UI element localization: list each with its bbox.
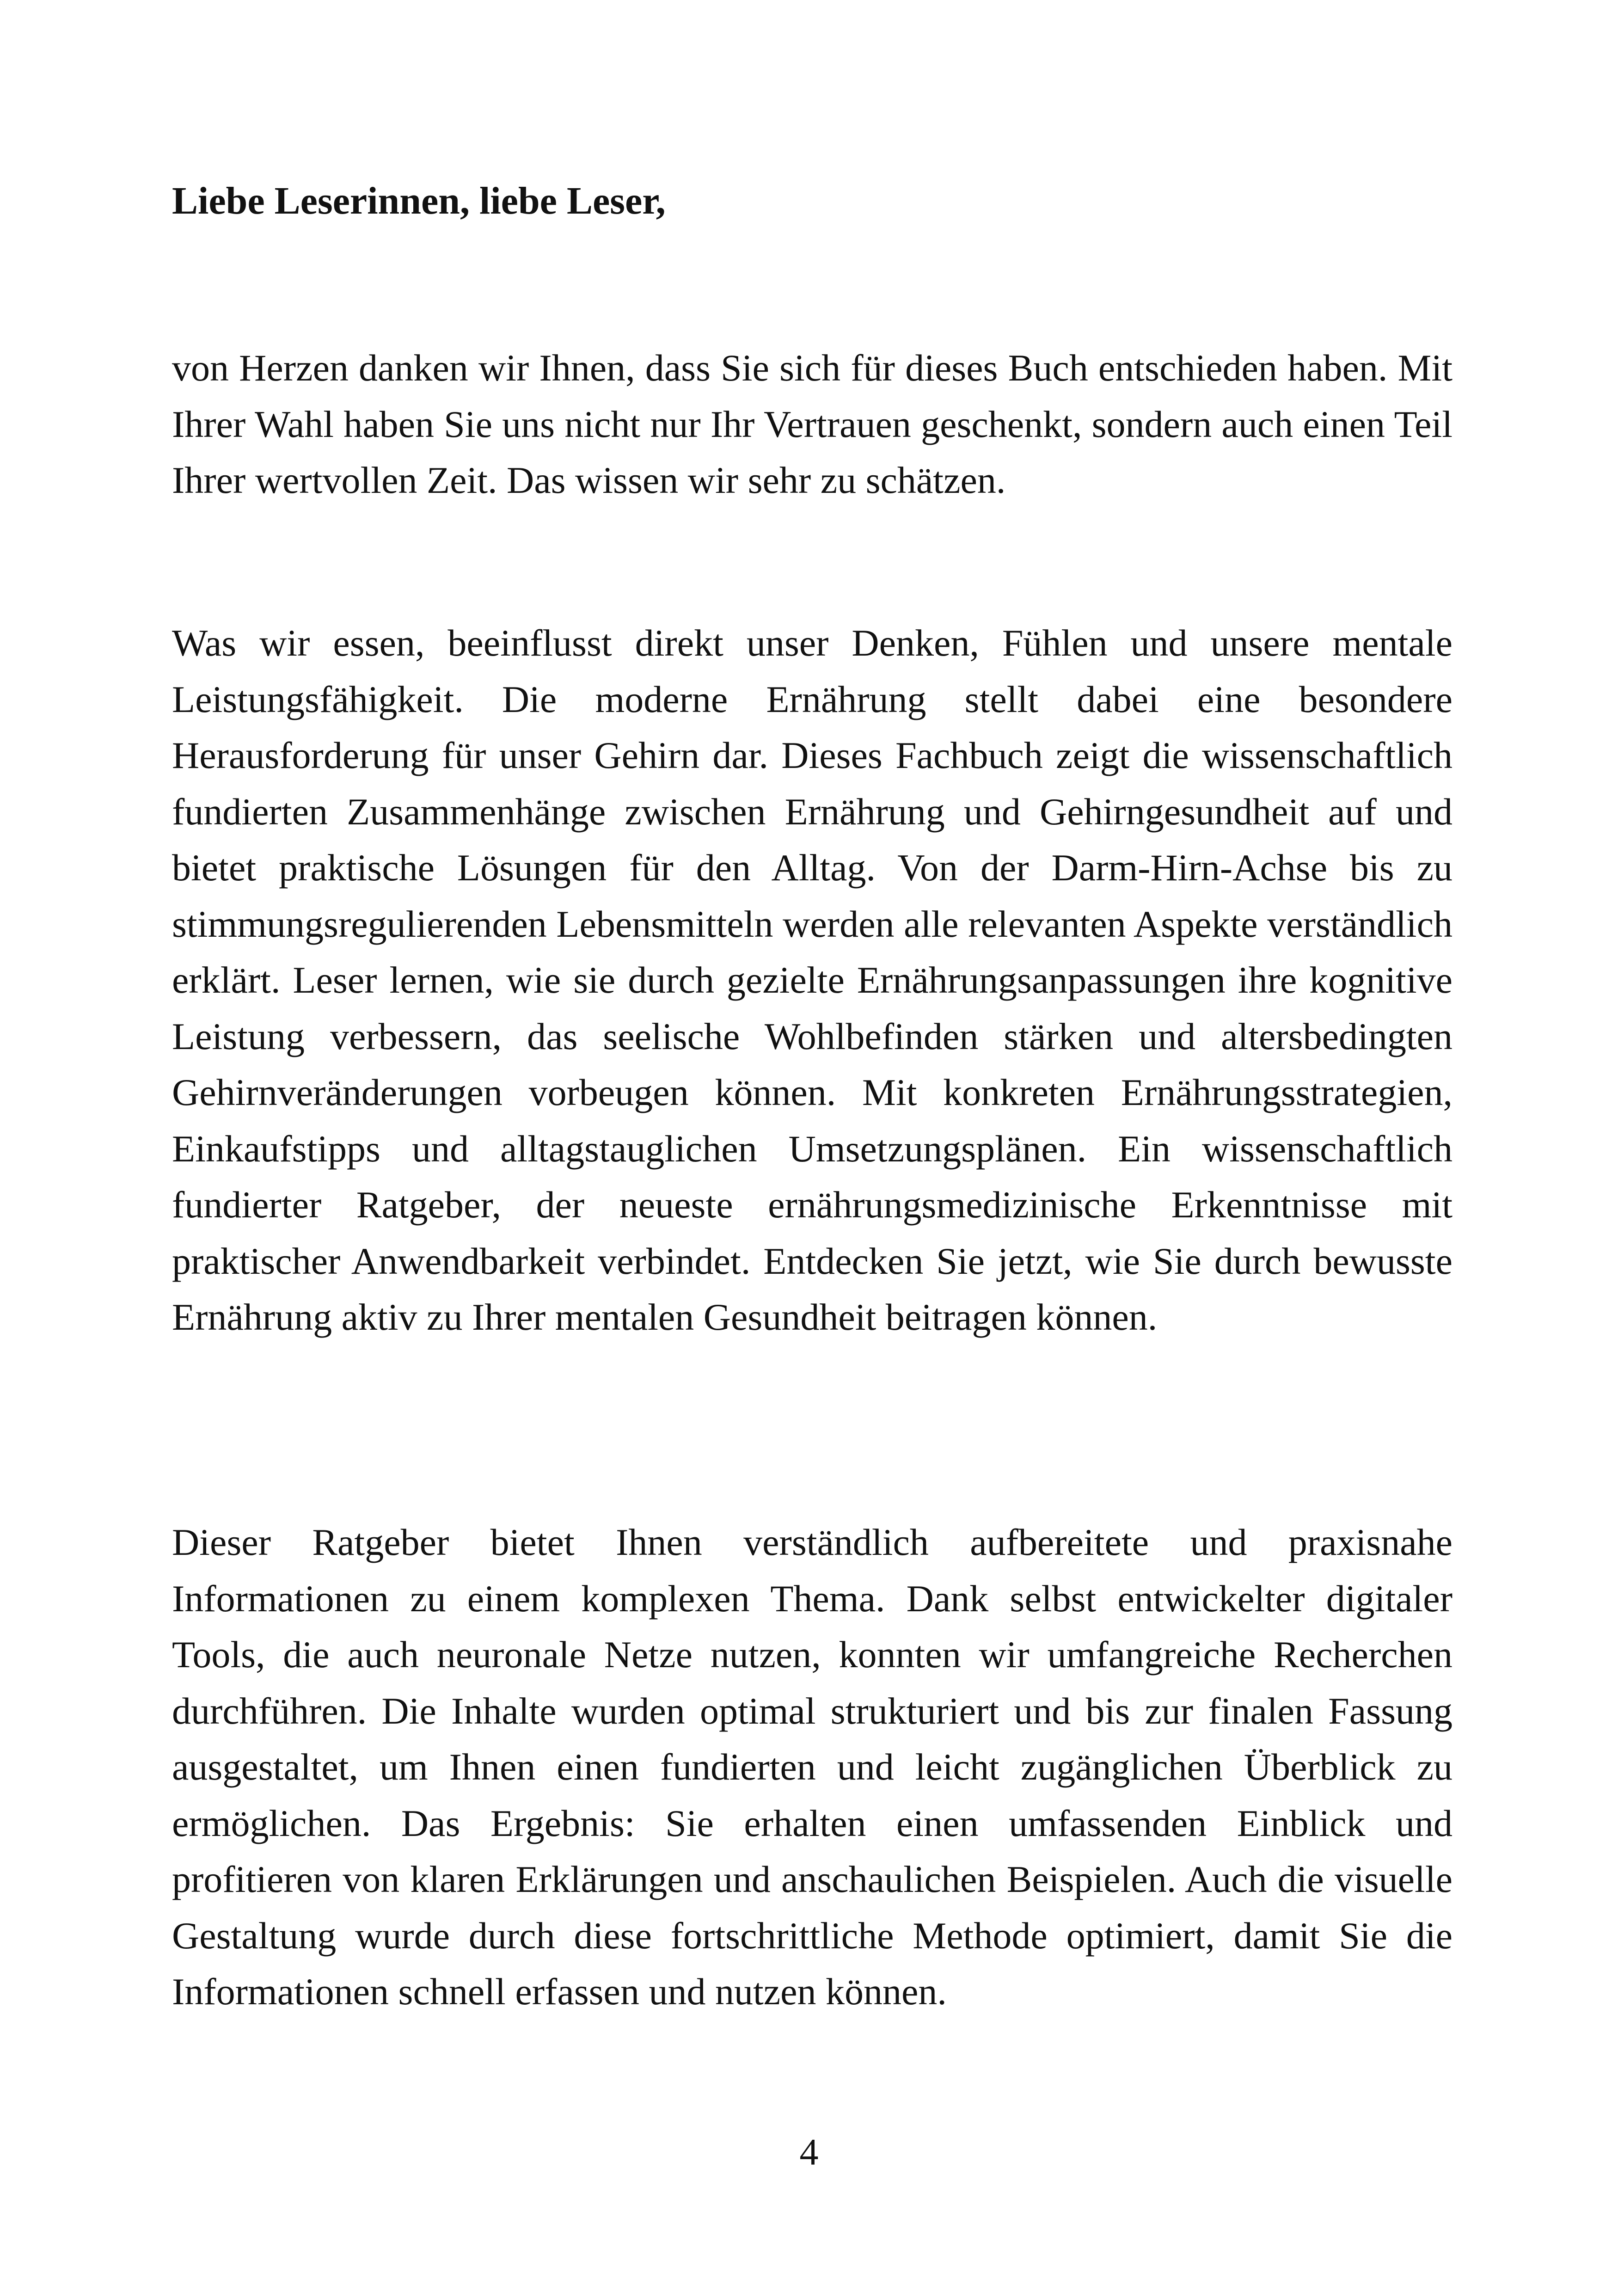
paragraph-thanks: von Herzen danken wir Ihnen, dass Sie sich für dieses Buch entschieden haben. Mit Ihrer Wahl haben Sie uns nicht nur Ihr Vertrauen geschenkt, sondern auch einen Teil Ihrer wertvollen Zeit. Das wissen wir sehr zu schätzen. xyxy=(172,347,1453,501)
page-number: 4 xyxy=(799,2131,819,2173)
paragraph-methodology: Dieser Ratgeber bietet Ihnen verständlich aufbereitete und praxisnahe Informationen zu einem komplexen Thema. Dank selbst entwickelter digitaler Tools, die auch neuronale Netze nutzen, konnten wir umfangreiche Recherchen durchführen. Die Inhalte wurden optimal strukturiert und bis zur finalen Fassung ausgestaltet, um Ihnen einen fundierten und leicht zugänglichen Überblick zu ermöglichen. Das Ergebnis: Sie erhalten einen umfassenden Einblick und profitieren von klaren Erklärungen und anschaulichen Beispielen. Auch die visuelle Gestaltung wurde durch diese fortschrittliche Methode optimiert, damit Sie die Informationen schnell erfassen und nutzen können. xyxy=(172,1521,1453,2013)
paragraph-book-description: Was wir essen, beeinflusst direkt unser Denken, Fühlen und unsere mentale Leistungsfähigkeit. Die moderne Ernährung stellt dabei eine besondere Herausforderung für unser Gehirn dar. Dieses Fachbuch zeigt die wissenschaftlich fundierten Zusammenhänge zwischen Ernährung und Gehirngesundheit auf und bietet praktische Lösungen für den Alltag. Von der Darm-Hirn-Achse bis zu stimmungsregulierenden Lebensmitteln werden alle relevanten Aspekte verständlich erklärt. Leser lernen, wie sie durch gezielte Ernährungsanpassungen ihre kognitive Leistung verbessern, das seelische Wohlbefinden stärken und altersbedingten Gehirnveränderungen vorbeugen können. Mit konkreten Ernährungsstrategien, Einkaufstipps und alltagstauglichen Umsetzungsplänen. Ein wissenschaftlich fundierter Ratgeber, der neueste ernährungsmedizinische Erkenntnisse mit praktischer Anwendbarkeit verbindet. Entdecken Sie jetzt, wie Sie durch bewusste Ernährung aktiv zu Ihrer mentalen Gesundheit beitragen können. xyxy=(172,622,1453,1338)
salutation-heading: Liebe Leserinnen, liebe Leser, xyxy=(172,179,666,222)
